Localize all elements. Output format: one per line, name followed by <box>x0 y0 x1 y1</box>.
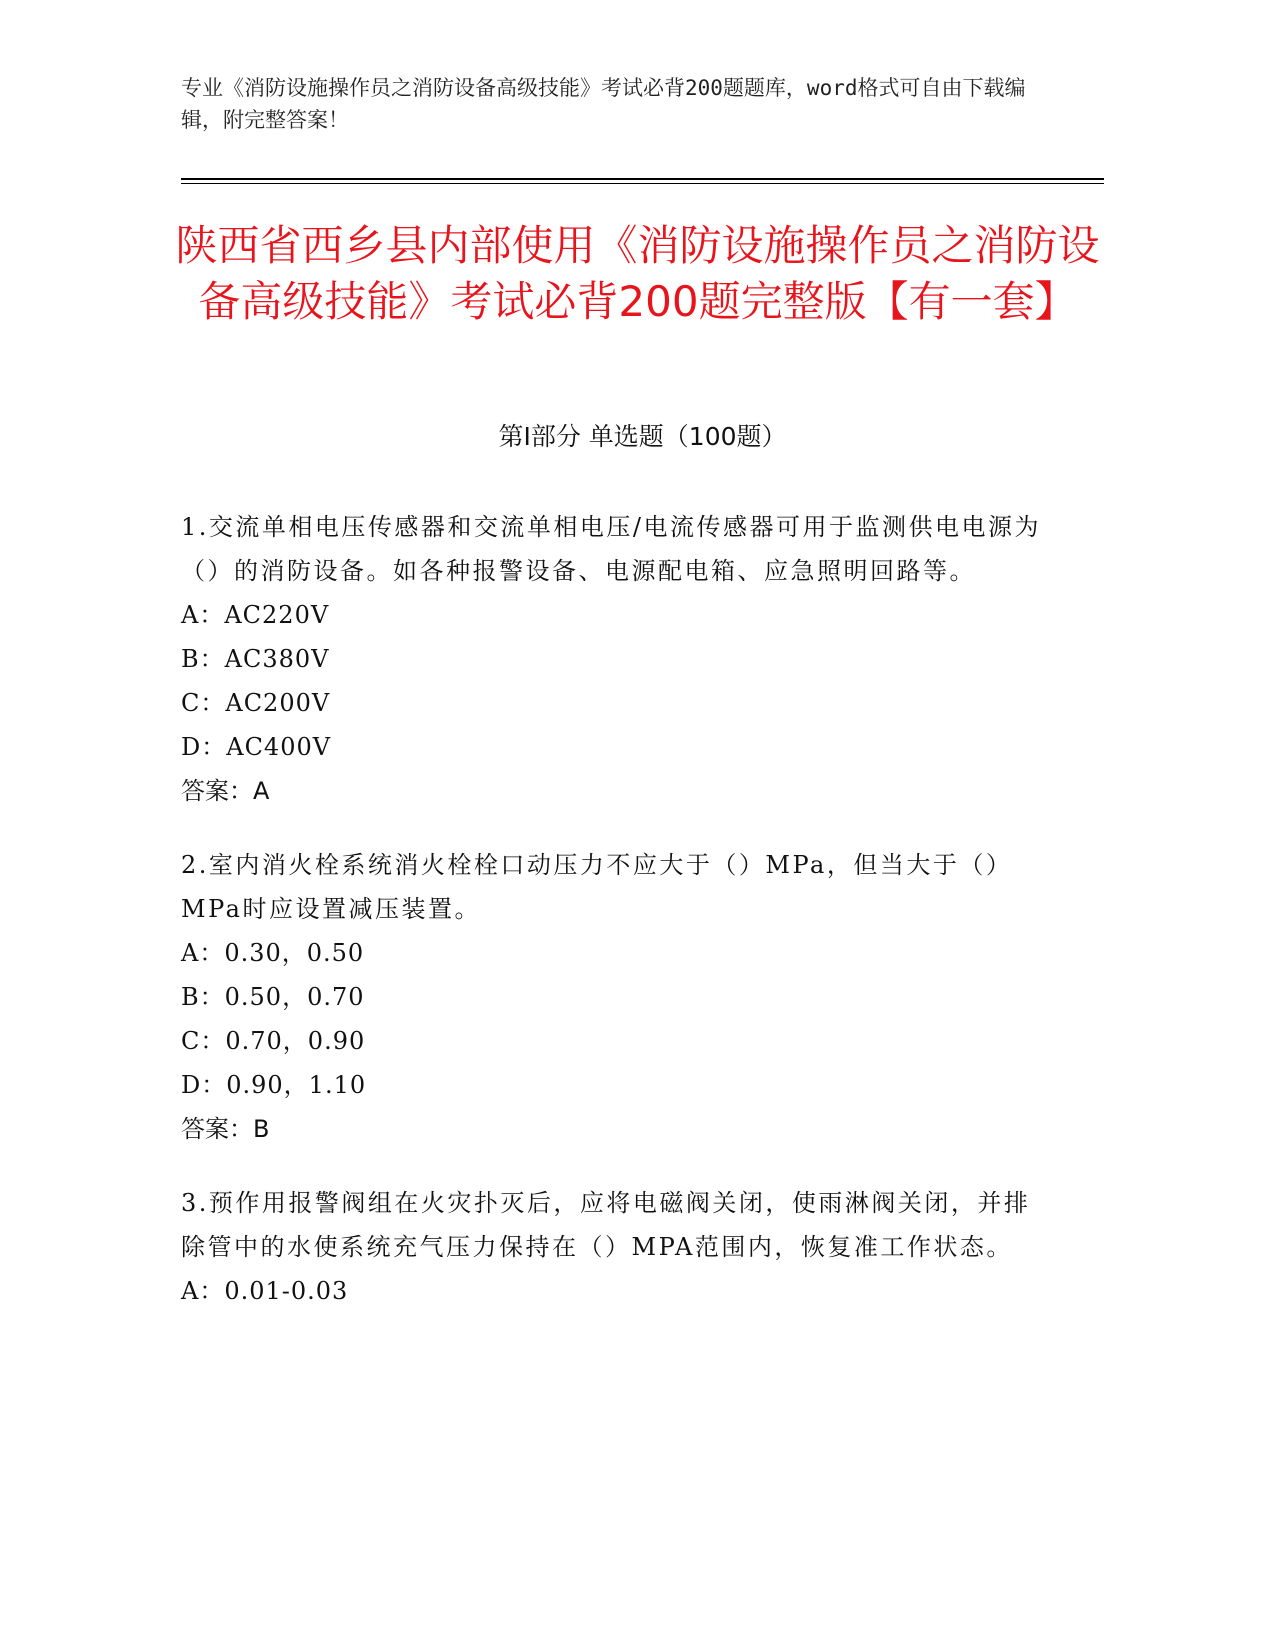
option-c: C：0.70，0.90 <box>181 1027 366 1055</box>
option-d: D：0.90，1.10 <box>181 1071 367 1099</box>
header-rule-thick <box>181 178 1104 180</box>
option-d: D：AC400V <box>181 733 332 761</box>
question-stem: 3.预作用报警阀组在火灾扑灭后，应将电磁阀关闭，使雨淋阀关闭，并排除管中的水使系统充气压力保持在（）MPA范围内，恢复准工作状态。 <box>181 1189 1031 1261</box>
option-a: A：0.01-0.03 <box>181 1277 349 1305</box>
answer-line: 答案：A <box>181 777 270 805</box>
question-stem: 1.交流单相电压传感器和交流单相电压/电流传感器可用于监测供电电源为（）的消防设备。如各种报警设备、电源配电箱、应急照明回路等。 <box>181 513 1041 585</box>
question-stem: 2.室内消火栓系统消火栓栓口动压力不应大于（）MPa，但当大于（）MPa时应设置减压装置。 <box>181 851 1013 923</box>
option-a: A：0.30，0.50 <box>181 939 365 967</box>
header-note: 专业《消防设施操作员之消防设备高级技能》考试必背200题题库，word格式可自由下载编辑，附完整答案！ <box>181 76 1026 132</box>
option-b: B：AC380V <box>181 645 330 673</box>
document-title: 陕西省西乡县内部使用《消防设施操作员之消防设备高级技能》考试必背200题完整版【有一套】 <box>175 221 1100 326</box>
option-a: A：AC220V <box>181 601 330 629</box>
option-c: C：AC200V <box>181 689 331 717</box>
question-list <box>181 505 1051 1343</box>
question-3 <box>181 1181 1051 1313</box>
section-title: 第Ⅰ部分 单选题（100题） <box>498 422 787 451</box>
header-rule-thin <box>181 183 1104 184</box>
question-2 <box>181 843 1051 1151</box>
option-b: B：0.50，0.70 <box>181 983 365 1011</box>
question-1 <box>181 505 1051 813</box>
answer-line: 答案：B <box>181 1115 270 1143</box>
